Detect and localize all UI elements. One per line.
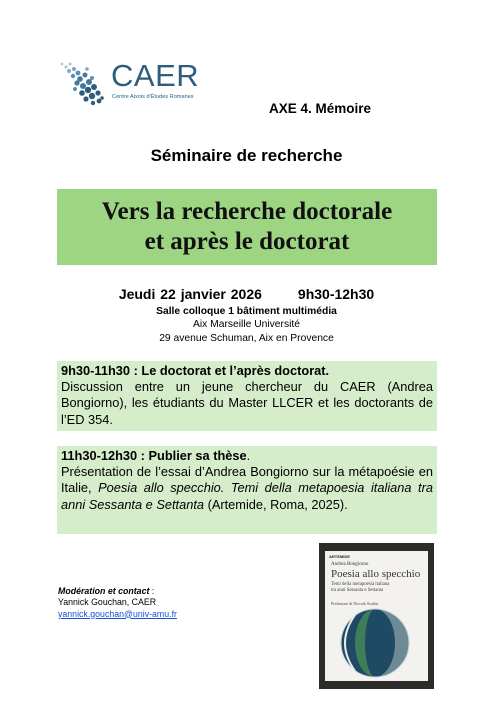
contact-label-suffix: : [149,586,155,596]
logo-subtitle: Centre Aixois d'Études Romanes [112,94,194,100]
logo-brand: CAER [111,58,200,93]
book-sphere-illustration [325,607,428,681]
program-item-1-text: Discussion entre un jeune chercheur du CAER (Andrea Bongiorno), les étudiants du Master LLCER et les doctorants de l’ED 354. [61,379,433,427]
book-subtitle-line-2: tra anni Sessanta e Settanta [331,587,384,593]
book-subtitle-line-1: Temi della metapoesia italiana [331,582,390,587]
program-item-2-text: Présentation de l’essai d’Andrea Bongiorno sur la métapoésie en Italie, [61,464,433,496]
title-line-2: et après le doctorat [144,228,350,255]
seminar-heading: Séminaire de recherche [150,146,343,165]
contact-email-link[interactable]: yannick.gouchan@univ-amu.fr [58,608,177,619]
title-line-1: Vers la recherche doctorale [101,198,393,225]
book-title-italic: Poesia allo specchio. Temi della metapoesia italiana tra anni Sessanta e Settanta [61,480,433,512]
program-item-2-heading: 11h30-12h30 : Publier sa thèse [61,448,247,463]
event-venue [0,305,493,345]
event-datetime [0,286,493,302]
contact-label: Modération et contact [58,586,150,596]
book-title: Poesia allo specchio [331,568,421,580]
contact-block [58,586,177,620]
title-banner [57,189,437,265]
contact-name: Yannick Gouchan, CAER [58,597,157,608]
venue-university: Aix Marseille Université [192,319,300,331]
book-subtitle [331,582,389,593]
book-author: Andrea Bongiorno [331,562,369,567]
program-item-1 [57,361,437,431]
book-cover-page [325,551,428,681]
program-item-2-heading-tail: . [246,448,251,463]
event-time: 9h30-12h30 [297,286,375,302]
book-preface: Prefazione di Niccolò Scaffai [331,601,379,606]
program-item-2-heading-wrap [61,448,433,464]
book-publisher: ARTEMIDE [329,554,350,559]
program-item-2-text-end: (Artemide, Roma, 2025). [204,496,348,512]
program-item-2 [57,446,437,534]
event-date: Jeudi 22 janvier 2026 [118,286,262,302]
page-title [102,197,392,257]
caer-logo [58,56,218,112]
venue-room: Salle colloque 1 bâtiment multimédia [156,306,337,317]
program-item-1-heading: 9h30-11h30 : Le doctorat et l’après doctorat. [61,363,330,378]
dots-logo-icon [58,56,110,108]
book-cover-image [319,543,434,689]
venue-address: 29 avenue Schuman, Aix en Provence [159,332,334,344]
axis-label: AXE 4. Mémoire [268,101,371,116]
